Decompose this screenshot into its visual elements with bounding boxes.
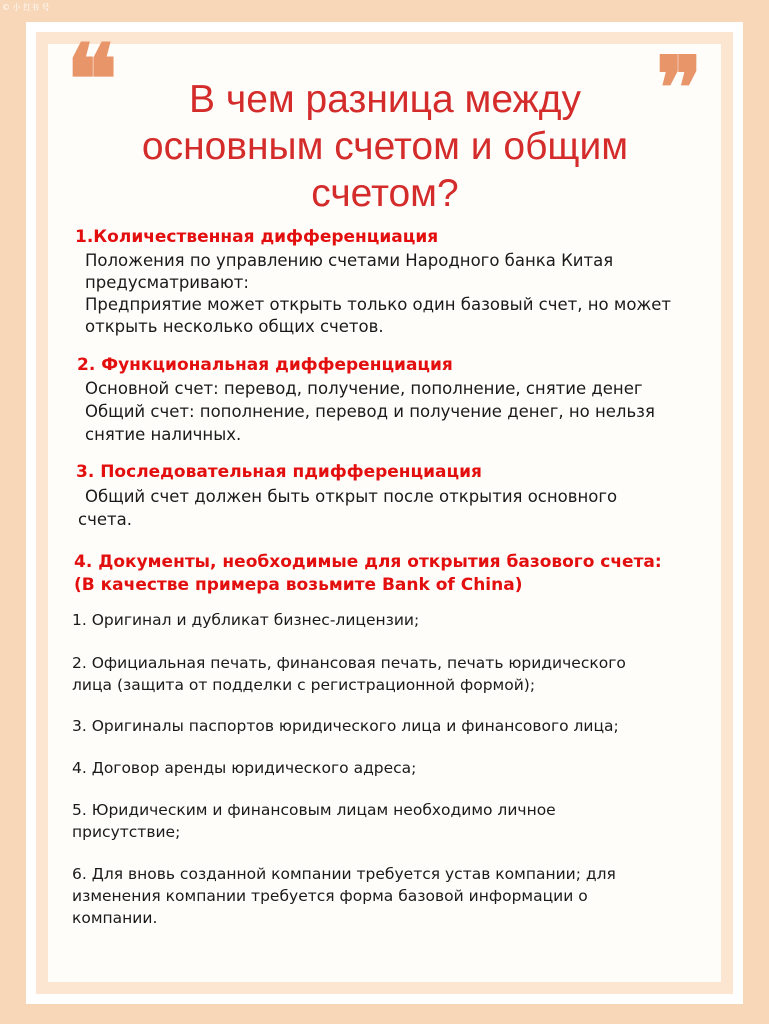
document-item: компании. — [72, 909, 158, 927]
section-2-line: снятие наличных. — [85, 425, 242, 444]
section-2-line: Общий счет: пополнение, перевод и получение денег, но нельзя — [85, 402, 655, 421]
document-item: 4. Договор аренды юридического адреса; — [72, 759, 417, 777]
document-item: присутствие; — [72, 823, 181, 841]
section-4-heading: 4. Документы, необходимые для открытия базового счета: — [74, 552, 662, 572]
open-quote-icon: ❝ — [66, 23, 118, 136]
section-3-line: счета. — [78, 510, 132, 529]
section-3-heading: 3. Последовательная пдифференциация — [76, 462, 482, 482]
section-1-line: Предприятие может открыть только один базовый счет, но может — [85, 295, 672, 314]
section-1-line: открыть несколько общих счетов. — [85, 317, 384, 336]
title-line-3: счетом? — [311, 172, 459, 215]
page-title — [80, 76, 690, 217]
watermark: © 小 红书 号 — [2, 3, 50, 12]
section-1-heading: 1.Количественная дифференциация — [75, 227, 439, 247]
document-item: 5. Юридическим и финансовым лицам необходимо личное — [72, 801, 556, 819]
section-3-line: Общий счет должен быть открыт после открытия основного — [85, 487, 618, 506]
title-line-1: В чем разница между — [189, 78, 581, 121]
document-item: 3. Оригиналы паспортов юридического лица и финансового лица; — [72, 717, 619, 735]
close-quote-icon: ❞ — [656, 38, 703, 139]
section-2-heading: 2. Функциональная дифференциация — [77, 355, 453, 375]
section-1-line: предусматривают: — [85, 273, 249, 292]
section-1-line: Положения по управлению счетами Народного банка Китая — [85, 251, 614, 270]
document-item: 1. Оригинал и дубликат бизнес-лицензии; — [72, 611, 420, 629]
document-item: лица (защита от подделки с регистрационной формой); — [72, 676, 536, 694]
section-4-subheading: (В качестве примера возьмите Bank of China) — [74, 575, 523, 595]
title-line-2: основным счетом и общим — [141, 125, 629, 168]
document-item: 6. Для вновь созданной компании требуется устав компании; для — [72, 865, 616, 883]
document-item: изменения компании требуется форма базовой информации о — [72, 887, 588, 905]
document-item: 2. Официальная печать, финансовая печать, печать юридического — [72, 654, 626, 672]
section-2-line: Основной счет: перевод, получение, пополнение, снятие денег — [85, 379, 643, 398]
